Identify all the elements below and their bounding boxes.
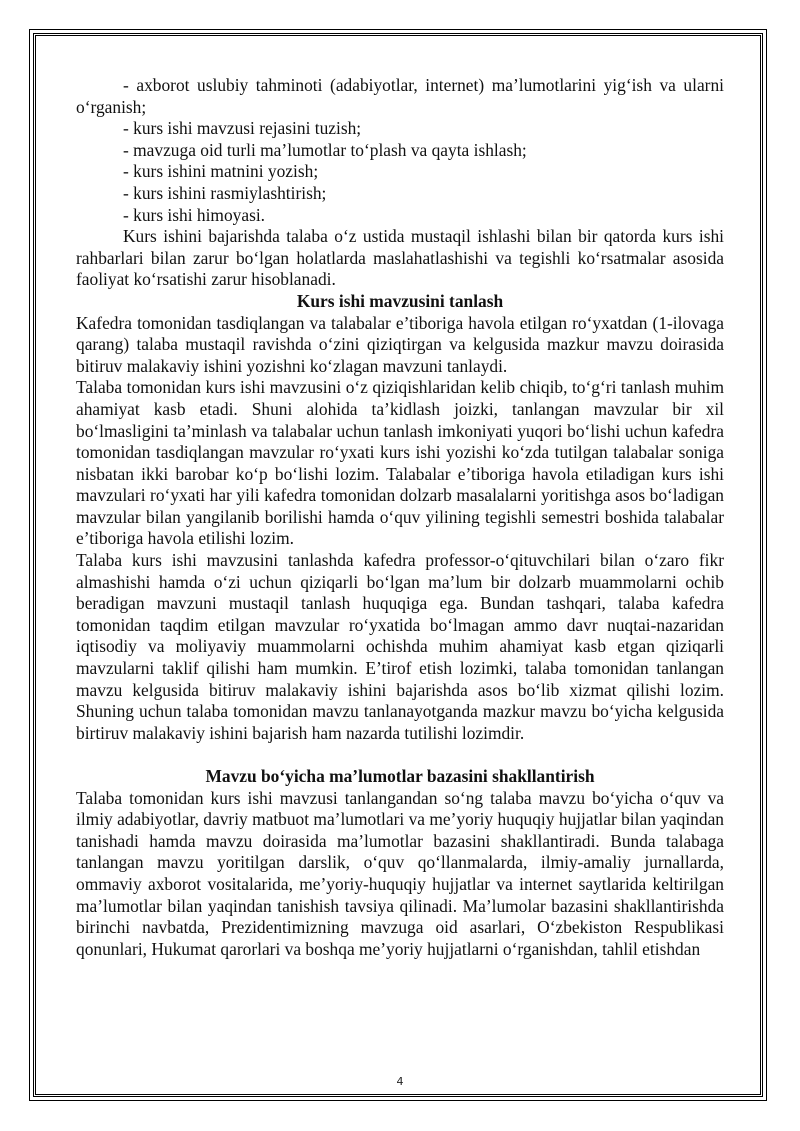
list-item: - axborot uslubiy tahminoti (adabiyotlar, internet) ma’lumotlarini yig‘ish va ularni o‘rganish; — [76, 75, 724, 117]
section-heading-topic-selection: Kurs ishi mavzusini tanlash — [296, 290, 504, 311]
paragraph: Talaba kurs ishi mavzusini tanlashda kafedra professor-o‘qituvchilari bilan o‘zaro fikr almashishi hamda o‘zi uchun qiziqarli bo‘lgan ma’lum bir dolzarb muammolarni ochib beradigan mavzuni mustaqil tanlash huquqiga ega. Bundan tashqari, talaba kafedra tomonidan taqdim etilgan mavzular ro‘yxatida bo‘lmagan ammo davr nuqtai-nazaridan iqtisodiy va moliyaviy muammolarni ochishda muhim ahamiyat kasb etgan qiziqarli mavzularni taklif qilishi ham mumkin. E’tirof etish lozimki, talaba tomonidan tanlangan mavzu kelgusida bitiruv malakaviy ishini bajarishda asos bo‘lib xizmat qilishi lozim. Shuning uchun talaba tomonidan mavzu tanlanayotganda mazkur mavzu bo‘yicha kelgusida birtiruv malakaviy ishini bajarish ham nazarda tutilishi lozimdir. — [76, 550, 724, 743]
list-item: - kurs ishi mavzusi rejasini tuzish; — [123, 118, 362, 139]
list-item: - kurs ishi himoyasi. — [123, 204, 266, 225]
list-item: - kurs ishini rasmiylashtirish; — [123, 182, 327, 203]
blank-line — [76, 744, 724, 766]
paragraph: Talaba tomonidan kurs ishi mavzusini o‘z qiziqishlaridan kelib chiqib, to‘g‘ri tanlash muhim ahamiyat kasb etadi. Shuni alohida ta’kidlash joizki, tanlangan mavzular bir xil bo‘lmasligini ta’minlash va talabalar uchun tanlash imkoniyati yuqori bo‘lishi uchun kafedra tomonidan tasdiqlangan mavzular ro‘yxati kurs ishi yozishi ko‘zda tutilgan talabalar soniga nisbatan ikki barobar ko‘p bo‘lishi lozim. Talabalar e’tiboriga havola etiladigan kurs ishi mavzulari ro‘yxati har yili kafedra tomonidan dolzarb masalalarni yoritishga asos bo‘ladigan mavzular bilan yangilanib borilishi hamda o‘quv yilining tegishli semestri boshida talabalar e’tiboriga havola etilishi lozim. — [76, 377, 724, 549]
list-item: - mavzuga oid turli ma’lumotlar to‘plash va qayta ishlash; — [123, 139, 527, 160]
list-item: - kurs ishini matnini yozish; — [123, 161, 319, 182]
document-body — [76, 75, 724, 960]
paragraph: Kafedra tomonidan tasdiqlangan va talabalar e’tiboriga havola etilgan ro‘yxatdan (1-ilovaga qarang) talaba mustaqil ravishda o‘zini qiziqtirgan va kelgusida mazkur mavzu doirasida bitiruv malakaviy ishini yozishni ko‘zlagan mavzuni tanlaydi. — [76, 312, 724, 376]
intro-paragraph: Kurs ishini bajarishda talaba o‘z ustida mustaqil ishlashi bilan bir qatorda kurs ishi rahbarlari bilan zarur bo‘lgan holatlarda maslahatlashishi va tegishli ko‘rsatmalar asosida faoliyat ko‘rsatishi zarur hisoblanadi. — [76, 226, 724, 290]
section-heading-database: Mavzu bo‘yicha ma’lumotlar bazasini shakllantirish — [205, 766, 595, 786]
page-number: 4 — [396, 1075, 404, 1088]
paragraph: Talaba tomonidan kurs ishi mavzusi tanlangandan so‘ng talaba mavzu bo‘yicha o‘quv va ilmiy adabiyotlar, davriy matbuot ma’lumotlari va me’yoriy huquqiy hujjatlar bilan yaqindan tanishadi hamda mavzu doirasida ma’lumotlar bazasini shakllantiradi. Bunda talabaga tanlangan mavzu yoritilgan darslik, o‘quv qo‘llanmalarda, ilmiy-amaliy jurnallarda, ommaviy axborot vositalarida, me’yoriy-huquqiy hujjatlar va internet saytlarida keltirilgan ma’lumotlar bilan yaqindan tanishish tavsiya qilinadi. Ma’lumolar bazasini shakllantirishda birinchi navbatda, Prezidentimizning mavzuga oid asarlari, O‘zbekiston Respublikasi qonunlari, Hukumat qarorlari va boshqa me’yoriy hujjatlarni o‘rganishdan, tahlil etishdan — [76, 787, 724, 959]
